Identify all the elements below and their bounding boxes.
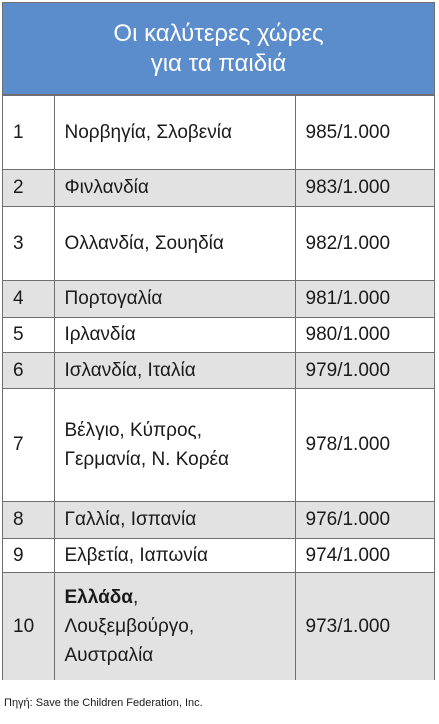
ranking-table-card: [2, 2, 435, 680]
rank-cell: 7: [3, 388, 54, 501]
table-row: [3, 501, 434, 538]
score-cell: 981/1.000: [295, 280, 434, 317]
rank-cell: 6: [3, 352, 54, 388]
rank-cell: 5: [3, 317, 54, 352]
country-line: Βέλγιο, Κύπρος,: [64, 419, 202, 441]
table-row: [3, 352, 434, 388]
header-title-line-1: Οι καλύτερες χώρες: [113, 19, 324, 47]
score-cell: 976/1.000: [295, 501, 434, 538]
country-cell: Γαλλία, Ισπανία: [54, 501, 295, 538]
country-cell: [54, 572, 295, 680]
rank-cell: 2: [3, 169, 54, 206]
rank-cell: 4: [3, 280, 54, 317]
rank-cell: 10: [3, 572, 54, 680]
header-title-line-2: για τα παιδιά: [150, 49, 287, 77]
rank-cell: 9: [3, 538, 54, 572]
country-line: [65, 583, 285, 612]
table-row: [3, 317, 434, 352]
country-cell: Πορτογαλία: [54, 280, 295, 317]
country-comma: ,: [132, 586, 139, 608]
score-cell: 974/1.000: [295, 538, 434, 572]
table-row: [3, 538, 434, 572]
score-cell: 979/1.000: [295, 352, 434, 388]
table-row: [3, 572, 434, 680]
score-cell: 978/1.000: [295, 388, 434, 501]
ranking-table: [3, 94, 434, 680]
score-cell: 983/1.000: [295, 169, 434, 206]
score-cell: 985/1.000: [295, 95, 434, 169]
country-cell: Νορβηγία, Σλοβενία: [54, 95, 295, 169]
country-cell: Φινλανδία: [54, 169, 295, 206]
country-cell: Ολλανδία, Σουηδία: [54, 206, 295, 280]
country-cell: Ιρλανδία: [54, 317, 295, 352]
rank-cell: 1: [3, 95, 54, 169]
table-row: [3, 206, 434, 280]
table-row: [3, 280, 434, 317]
score-cell: 973/1.000: [295, 572, 434, 680]
score-cell: 980/1.000: [295, 317, 434, 352]
table-row: [3, 388, 434, 501]
table-row: [3, 169, 434, 206]
rank-cell: 3: [3, 206, 54, 280]
country-line: Γερμανία, Ν. Κορέα: [64, 448, 229, 470]
country-cell: Ισλανδία, Ιταλία: [54, 352, 295, 388]
table-header: [3, 3, 434, 94]
source-note: Πηγή: Save the Children Federation, Inc.: [4, 697, 203, 709]
country-cell: [54, 388, 295, 501]
country-cell: Ελβετία, Ιαπωνία: [54, 538, 295, 572]
country-line: Λουξεμβούργο,: [64, 615, 195, 637]
table-row: [3, 95, 434, 169]
country-line: Αυστραλία: [64, 644, 154, 666]
country-highlight: Ελλάδα: [64, 586, 133, 608]
score-cell: 982/1.000: [295, 206, 434, 280]
rank-cell: 8: [3, 501, 54, 538]
